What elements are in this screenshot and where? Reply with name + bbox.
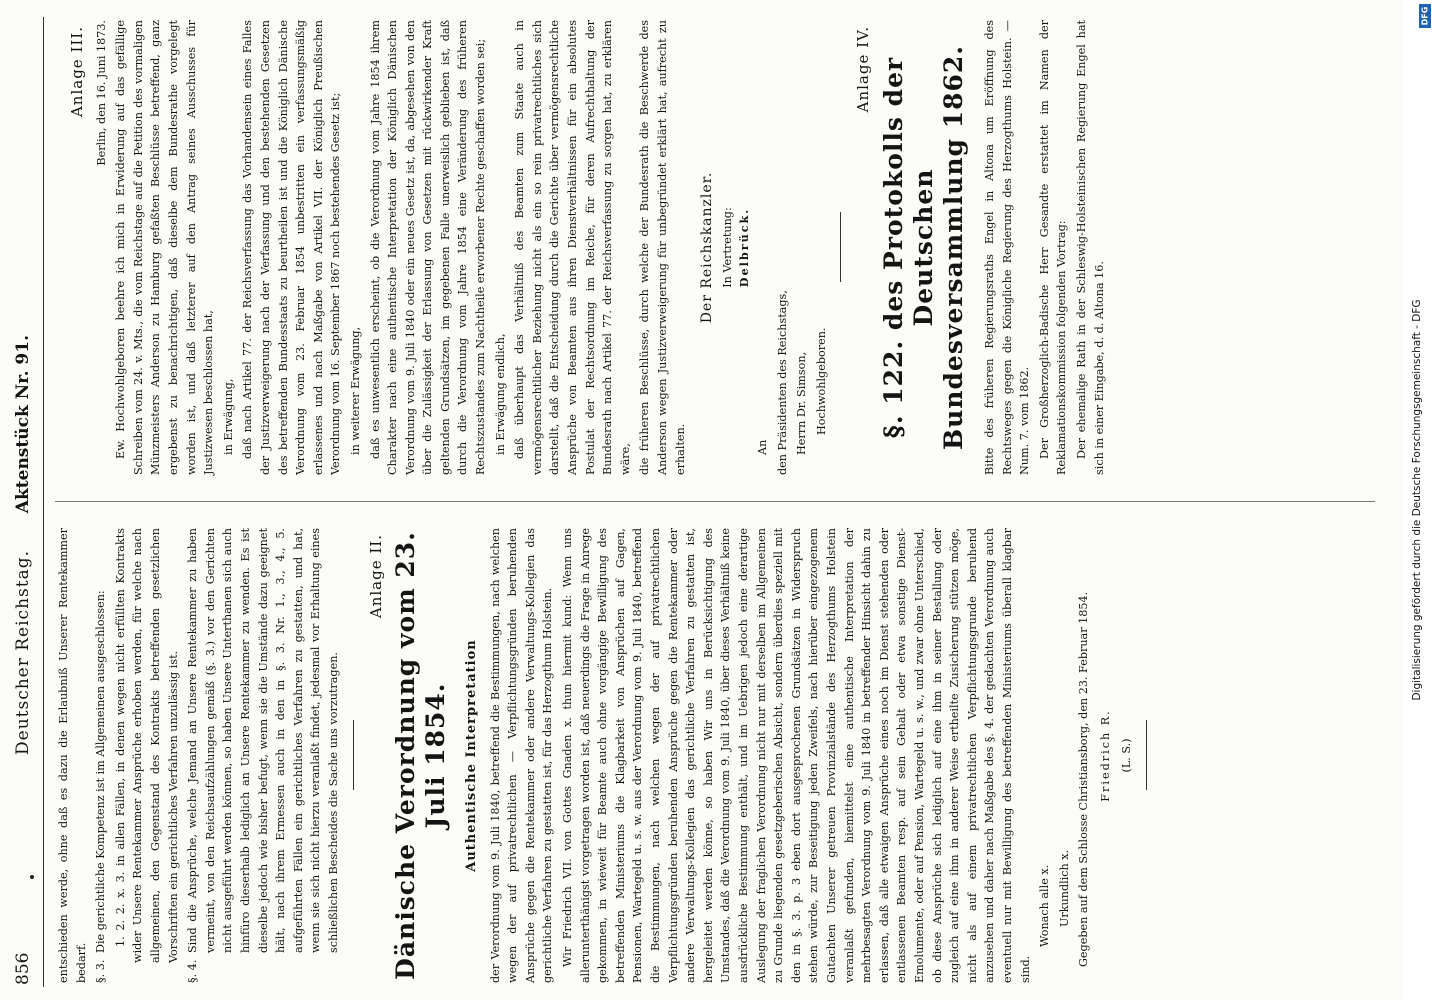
dfg-credit-text: Digitalisierung gefördert durch die Deutsche Forschungsgemeinschaft - DFG <box>1411 299 1423 701</box>
report-paragraph: Der Großherzoglich-Badische Herr Gesandte erstattet im Namen der Reklamationskommission folgenden Vortrag: <box>1037 20 1069 475</box>
engel-paragraph: Der ehemalige Rath in der Schleswig-Holsteinischen Regierung Engel hat sich in einer Eingabe, d. d. Altona 16. <box>1074 20 1106 475</box>
decree-intro: der Verordnung vom 9. Juli 1840, betreffend die Bestimmungen, nach welchen wegen der auf privatrechtlichen — Verpflichtungsgründen beruhenden Ansprüche gegen die Rentekammer oder andere Verwaltungs-Kollegien das gerichtliche Verfahren zu gestatten ist, für das Herzogthum Holstein. <box>488 528 555 983</box>
section-4 <box>184 528 342 983</box>
address-line-2: den Präsidenten des Reichstags, <box>775 290 789 475</box>
closing-line-2: Urkundlich x. <box>1057 849 1071 927</box>
consideration-1: daß nach Artikel 77. der Reichsverfassung das Vorhandensein eines Falles der Justizverweigerung nach der Verfassung und den bestehenden Gesetzen des betreffenden Bundesstaats zu beurtheilen ist und die Königlich Dänische Verordnung vom 23. Februar 1854 unbestritten ein verfassungsmäßig erlassenes und nach Maßgabe von Artikel VII. der Königlich Preußischen Verordnung vom 16. September 1867 noch bestehendes Gesetz ist; <box>241 20 343 475</box>
section-3-items: 1. 2. 2. x. 3. in allen Fällen, in denen wegen nicht erfüllten Kontrakts wider Unsere Rentekammer Ansprüche erhoben werden, für welche nach allgemeinen, den Gegenstand des Kontrakts betreffenden gesetzlichen Vorschriften ein gerichtliches Verfahren unzulässig ist. <box>113 528 180 963</box>
closing-line-1: Wonach alle x. <box>1038 864 1052 947</box>
dfg-logo-text: DFG <box>1420 6 1430 26</box>
protocol-title: §. 122. des Protokolls der Deutschen Bundesversammlung 1862. <box>878 44 968 451</box>
signatory-name: Delbrück. <box>737 207 752 288</box>
section-title: Dänische Verordnung vom 23. Juli 1854. <box>391 531 451 980</box>
divider <box>1146 721 1147 791</box>
resolution: die früheren Beschlüsse, durch welche der Bundesrath die Beschwerde des Anderson wegen Justizverweigerung für unbegründet erklärt hat, aufrecht zu erhalten. <box>638 20 687 475</box>
header-rule <box>43 17 44 987</box>
address-line-1: An <box>755 439 769 455</box>
divider <box>840 213 841 283</box>
signature-name: Friedrich R. <box>1098 709 1112 802</box>
consideration-2: daß es unwesentlich erscheint, ob die Verordnung vom Jahre 1854 ihrem Charakter nach eine authentische Interpretation der Königlich Dänischen Verordnung vom 9. Juli 1840 oder ein neues Gesetz ist, da, abgesehen von den über die Zulässigkeit der Erlassung von Gesetzen mit rückwirkender Kraft geltenden Grundsätzen, im gegebenen Falle unerweislich geblieben ist, daß durch die Verordnung vom Jahre 1854 eine Veränderung des früheren Rechtszustandes zum Nachtheile erworbener Rechte geschaffen worden sei; <box>368 20 488 475</box>
consideration-1-lead: in Erwägung, <box>221 378 235 455</box>
closing-line-3: Gegeben auf dem Schlosse Christiansborg, den 23. Februar 1854. <box>1077 591 1091 967</box>
dfg-logo <box>1419 4 1431 28</box>
anlage-4-label: Anlage IV. <box>854 26 873 113</box>
place-date: Berlin, den 16. Juni 1873. <box>94 20 108 166</box>
letter-paragraph-1: Ew. Hochwohlgeboren beehre ich mich in Erwiderung auf das gefällige Schreiben vom 24. v. Mts., die vom Reichstage auf die Petition des vormaligen Münzmeisters Anderson zu Hamburg gefaßten Beschlüsse betreffend, ganz ergebenst zu benachrichtigen, daß dieselbe dem Bundesrathe vorgelegt worden ist, und daß letzterer auf den Antrag seines Ausschusses für Justizwesen beschlossen hat, <box>114 20 216 475</box>
section-3 <box>92 528 110 983</box>
signatory-deputy-line: In Vertretung: <box>720 207 734 288</box>
rotated-sheet <box>5 5 1405 995</box>
consideration-2-lead: in weiterer Erwägung, <box>348 326 362 455</box>
section-4-text: Sind die Ansprüche, welche Jemand an Unsere Rentekammer zu haben vermeint, von den Reichsaufzählungen gemäß (§. 3.) vor den Gerichten nicht ausgeführt werden können, so haben Unsere Unterthanen sich auch hinfüro dieserhalb lediglich an Unsere Rentekammer zu wenden. Es ist dieselbe jedoch wie bisher befugt, wenn sie die Umstände dazu geeignet hält, nach ihrem Ermessen auch in den in §. 3. Nr. 1., 3., 4., 5. aufgeführten Fällen ein gerichtliches Verfahren zu gestatten, und hat, wenn sie sich nicht hierzu veranlaßt findet, jedesmal vor Erhaltung eines schließlichen Bescheides die Sache uns vorzutragen. <box>186 528 340 953</box>
page-header <box>5 5 45 995</box>
intro-paragraph: entschieden werde, ohne daß es dazu die Erlaubniß Unserer Rentekammer bedarf. <box>57 528 88 983</box>
address-line-4: Hochwohlgeboren. <box>814 327 828 435</box>
section-3-text: Die gerichtliche Kompetenz ist im Allgemeinen ausgeschlossen: <box>94 590 108 953</box>
header-document-number: Aktenstück Nr. 91. <box>13 335 33 514</box>
column-rule <box>55 501 1375 502</box>
consideration-3-lead: in Erwägung endlich, <box>493 333 507 455</box>
subheading: Authentische Interpretation <box>464 639 480 872</box>
address-line-3: Herrn Dr. Simson, <box>795 351 809 455</box>
signature-seal: (L. S.) <box>1120 738 1134 773</box>
divider <box>353 721 354 791</box>
header-title: Deutscher Reichstag. <box>13 550 33 755</box>
section-3-mark: §. 3. <box>94 959 108 983</box>
anlage-2-label: Anlage II. <box>366 534 385 619</box>
signatory-title: Der Reichskanzler. <box>699 171 716 324</box>
right-column <box>55 20 1110 475</box>
petition-paragraph: Bitte des früheren Regierungsraths Engel in Altona um Eröffnung des Rechtsweges gegen die Königliche Regierung des Herzogthums Holstein. — Num. 7. vom 1862. <box>982 20 1032 475</box>
page-number: 856 <box>13 952 33 985</box>
left-column <box>55 528 1157 983</box>
consideration-3: daß überhaupt das Verhältniß des Beamten zum Staate auch in vermögensrechtlicher Beziehung nicht als ein so rein privatrechtliches sich darstellt, daß die Entscheidung durch die Gerichte über vermögensrechtliche Ansprüche von Beamten aus ihren Dienstverhältnissen für ein absolutes Postulat der Rechtsordnung im Reiche, für deren Aufrechthaltung der Bundesrath nach Artikel 77. der Reichsverfassung zu sorgen hat, zu erklären wäre, <box>513 20 632 475</box>
decree-body: Wir Friedrich VII. von Gottes Gnaden x. thun hiermit kund: Wenn uns allerunterthänigst vorgetragen worden ist, daß neuerdings die Frage in Anrege gekommen, in wieweit für Beamte auch ohne vorgängige Bewilligung des betreffenden Ministeriums die Klagbarkeit von Ansprüchen auf Gagen, Pensionen, Wartegeld u. s. w. aus der Verordnung vom 9. Juli 1840, betreffend die Bestimmungen, nach welchen wegen der auf privatrechtlichen Verpflichtungsgründen beruhenden Ansprüche gegen die Rentekammer oder andere Verwaltungs-Kollegien das gerichtliche Verfahren zu gestatten ist, hergeleitet werden könne, so haben Wir uns in Berücksichtigung des Umstandes, daß die Verordnung vom 9. Juli 1840, über dieses Verhältniß keine ausdrückliche Bestimmung enthält, und im Uebrigen jedoch eine derartige Auslegung der fraglichen Verordnung nicht nur mit derselben im Allgemeinen zu Grunde liegenden gesetzgeberischen Absicht, sondern überdies speziell mit den in §. 3. p. 3 eben dort ausgesprochenen Grundsätzen in Widerspruch stehen würde, zur Beseitigung jeden Zweifels, nach hierüber eingezogenem Gutachten Unserer getreuen Provinzialstände des Herzogthums Holstein veranlaßt gefunden, hiemittelst eine authentische Interpretation der mehrbesagten Verordnung vom 9. Juli 1840 in betreffender Hinsicht dahin zu erlassen, daß alle etwaigen Ansprüche eines noch im Dienst stehenden oder entlassenen Beamten resp. auf sein Gehalt oder etwa sonstige Dienst-Emolumente, oder auf Pension, Wartegeld u. s. w., und zwar ohne Unterschied, ob diese Ansprüche sich lediglich auf eine ihm in seiner Bestallung oder zugleich auf eine ihm in anderer Weise ertheilte Zusicherung stützen möge, nicht als auf einem privatrechtlichen Verpflichtungsgrunde beruhend anzusehen und daher nach Maßgabe des §. 4. der gedachten Verordnung auch eventuell nur mit Bewilligung des betreffenden Ministeriums überall klagbar sind. <box>561 528 1032 983</box>
section-4-mark: §. 4. <box>186 959 200 983</box>
anlage-3-label: Anlage III. <box>68 26 86 118</box>
